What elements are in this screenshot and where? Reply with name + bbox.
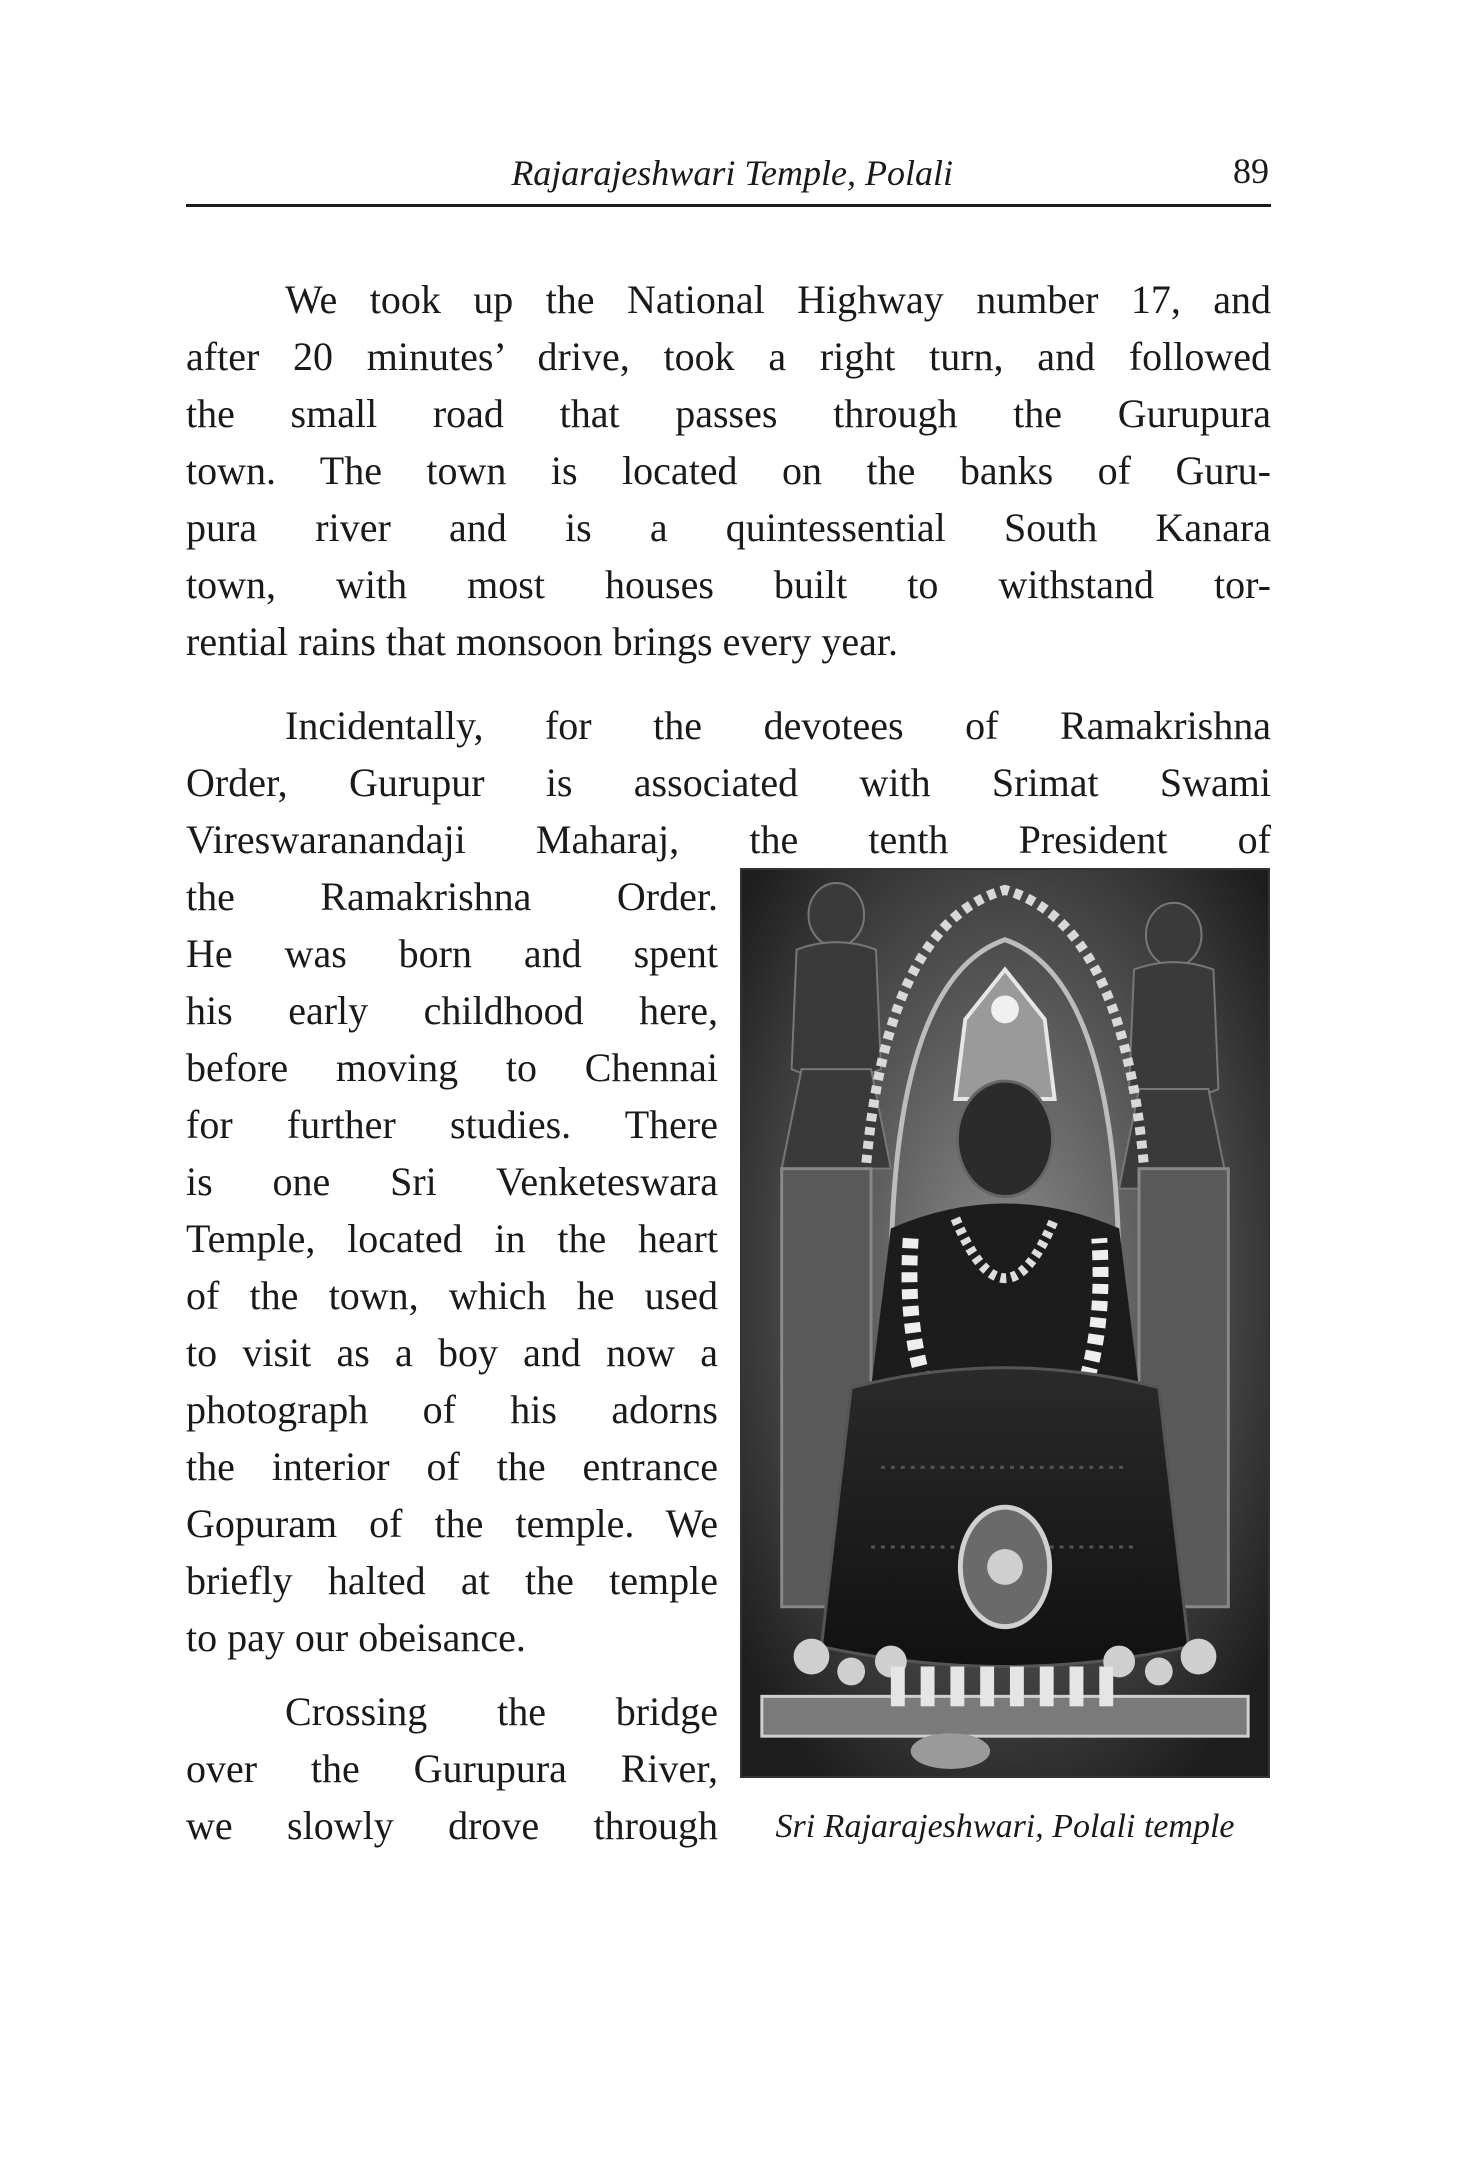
paragraph-2-line-17: to pay our obeisance.	[186, 1615, 526, 1660]
paragraph-3-line-3: we slowly drove through	[186, 1803, 718, 1848]
paragraph-2-line-14: the interior of the entrance	[186, 1444, 718, 1489]
paragraph-1-line-3: the small road that passes through the Gurupura	[186, 391, 1271, 436]
paragraph-2-line-3: Vireswaranandaji Maharaj, the tenth President of	[186, 817, 1271, 862]
paragraph-3-line-2: over the Gurupura River,	[186, 1746, 718, 1791]
paragraph-1-line-2: after 20 minutes’ drive, took a right turn, and followed	[186, 334, 1271, 379]
paragraph-2-line-7: before moving to Chennai	[186, 1045, 718, 1090]
page-number: 89	[1233, 151, 1269, 191]
paragraph-2-line-12: to visit as a boy and now a	[186, 1330, 718, 1375]
deity-photograph	[740, 868, 1270, 1778]
paragraph-2-line-13: photograph of his adorns	[186, 1387, 718, 1432]
running-header	[186, 148, 1271, 207]
paragraph-2-line-5: He was born and spent	[186, 931, 718, 976]
paragraph-2-line-1: Incidentally, for the devotees of Ramakrishna	[285, 703, 1271, 748]
paragraph-2-line-15: Gopuram of the temple. We	[186, 1501, 718, 1546]
paragraph-2-line-8: for further studies. There	[186, 1102, 718, 1147]
paragraph-2-line-9: is one Sri Venketeswara	[186, 1159, 718, 1204]
paragraph-3-line-1: Crossing the bridge	[285, 1689, 718, 1734]
paragraph-1-line-1: We took up the National Highway number 17, and	[285, 277, 1271, 322]
paragraph-1-line-5: pura river and is a quintessential South Kanara	[186, 505, 1271, 550]
figure-caption: Sri Rajarajeshwari, Polali temple	[775, 1808, 1235, 1845]
paragraph-2-line-6: his early childhood here,	[186, 988, 718, 1033]
running-title: Rajarajeshwari Temple, Polali	[511, 153, 953, 193]
paragraph-1-line-4: town. The town is located on the banks of Guru-	[186, 448, 1271, 493]
paragraph-2-line-10: Temple, located in the heart	[186, 1216, 718, 1261]
paragraph-2-line-2: Order, Gurupur is associated with Srimat Swami	[186, 760, 1271, 805]
paragraph-1-line-7: rential rains that monsoon brings every year.	[186, 619, 899, 664]
paragraph-2-line-16: briefly halted at the temple	[186, 1558, 718, 1603]
paragraph-2-line-4: the Ramakrishna Order.	[186, 874, 718, 919]
paragraph-2-line-11: of the town, which he used	[186, 1273, 718, 1318]
paragraph-1-line-6: town, with most houses built to withstand tor-	[186, 562, 1271, 607]
deity-photograph-illustration	[742, 870, 1268, 1776]
